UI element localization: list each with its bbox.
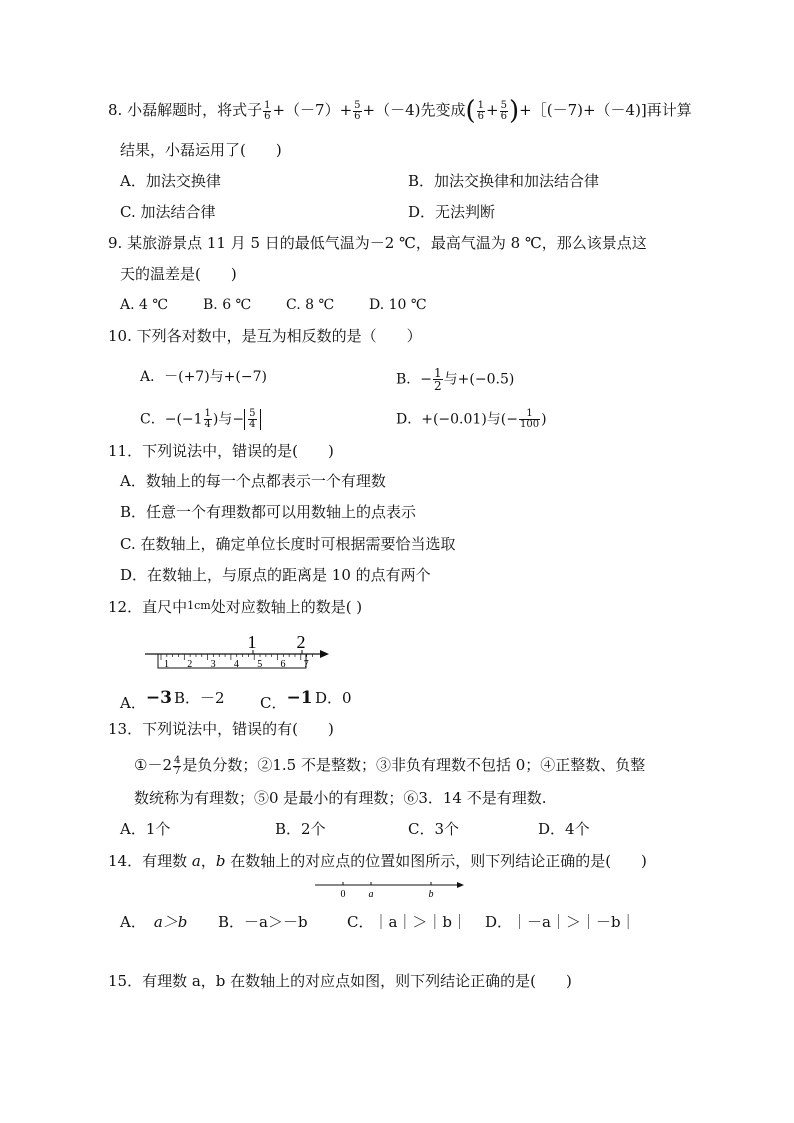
- q11-line1: 11．下列说法中，错误的是( ): [108, 442, 334, 460]
- number-line-arrow: [320, 650, 329, 658]
- q8-option-a[interactable]: A．加法交换律: [120, 172, 221, 190]
- q12-option-b[interactable]: B．－2: [174, 689, 225, 707]
- q12-option-d[interactable]: D．0: [315, 689, 352, 707]
- q11-option-d[interactable]: D．在数轴上，与原点的距离是 10 的点有两个: [120, 566, 431, 584]
- q10-option-a[interactable]: A．－(+7)与+(−7): [140, 369, 267, 385]
- q14-option-d[interactable]: D．｜－a｜＞｜－b｜: [485, 913, 636, 931]
- q14-option-a[interactable]: A． a＞b: [120, 913, 188, 931]
- q10-c-absolute: [244, 409, 260, 430]
- ruler-top-label-1: 1: [247, 632, 257, 652]
- q8-tail: +［(－7)+（－4)]再计算: [519, 101, 692, 119]
- q9-line2: 天的温差是( ): [120, 265, 237, 283]
- q8-open-paren: (: [465, 96, 476, 126]
- ruler-tick-label: 6: [280, 659, 286, 670]
- q8-term-1: +（－7）+: [272, 101, 353, 119]
- q8-option-d[interactable]: D．无法判断: [408, 203, 496, 221]
- q15-line1: 15．有理数 a，b 在数轴上的对应点如图，则下列结论正确的是( ): [108, 972, 572, 990]
- q8-intro: 小磊解题时，将式子: [127, 101, 263, 119]
- q14-number-line-figure: [312, 876, 472, 900]
- q8-fraction-3: $\frac{1}{6}$: [477, 99, 485, 122]
- q9-option-a[interactable]: A. 4 ℃: [120, 297, 169, 313]
- q8-close-paren: ): [509, 96, 520, 126]
- q14-label-a: a: [368, 889, 374, 900]
- q13-option-b[interactable]: B．2个: [275, 820, 326, 838]
- q13-line3: 数统称为有理数；⑤0 是最小的有理数；⑥3．14 不是有理数.: [134, 789, 547, 807]
- q12-ruler-figure: [140, 628, 340, 673]
- ruler-tick-label: 1: [164, 659, 169, 670]
- q13-line2: ①－2 $\frac{4}{7}$ 是负分数；②1.5 不是整数；③非负有理数不包括 0；④正整数、负整: [134, 754, 646, 777]
- q13-line1: 13．下列说法中，错误的有( ): [108, 720, 334, 738]
- q9-option-b[interactable]: B. 6 ℃: [203, 297, 252, 313]
- q9-line1: 9. 某旅游景点 11 月 5 日的最低气温为－2 ℃，最高气温为 8 ℃，那么该景点这: [108, 234, 647, 252]
- q10-line1: 10. 下列各对数中，是互为相反数的是（ ）: [108, 327, 422, 345]
- ruler-tick-label: 7: [303, 659, 309, 670]
- q10-c-fraction: $\frac{1}{4}$: [204, 408, 211, 430]
- q10-c-fraction-2: $\frac{5}{4}$: [249, 408, 256, 430]
- q13-fraction: $\frac{4}{7}$: [174, 754, 181, 777]
- q8-option-b[interactable]: B．加法交换律和加法结合律: [408, 172, 600, 190]
- q14-label-b: b: [428, 889, 434, 900]
- q9-option-d[interactable]: D. 10 ℃: [369, 297, 427, 313]
- q14-option-b[interactable]: B．－a＞－b: [218, 913, 308, 931]
- q9-option-c[interactable]: C. 8 ℃: [286, 297, 335, 313]
- q13-option-c[interactable]: C．3个: [408, 820, 460, 838]
- q8-fraction-4: $\frac{5}{6}$: [500, 99, 507, 122]
- ruler-tick-label: 3: [210, 659, 216, 670]
- q14-axis-arrow: [457, 882, 464, 888]
- q10-d-fraction: $\frac{1}{100}$: [519, 408, 540, 430]
- ruler-tick-label: 4: [233, 659, 239, 670]
- q11-option-a[interactable]: A．数轴上的每一个点都表示一个有理数: [120, 472, 386, 490]
- ruler-top-label-2: 2: [296, 632, 306, 652]
- q12-line1: 12．直尺中$^{1cm}$处对应数轴上的数是( ): [108, 598, 363, 616]
- q12-option-a[interactable]: A．−3: [120, 688, 172, 712]
- q8-line2: 结果，小磊运用了( ): [120, 141, 282, 159]
- q13-option-a[interactable]: A．1个: [120, 820, 171, 838]
- q14-line1: 14．有理数 a，b 在数轴上的对应点的位置如图所示，则下列结论正确的是( ): [108, 852, 647, 870]
- q14-option-c[interactable]: C．｜a｜＞｜b｜: [347, 913, 468, 931]
- q8-fraction-2: $\frac{5}{6}$: [354, 99, 361, 122]
- q8-term-2: +（－4)先变成: [362, 101, 466, 119]
- q13-option-d[interactable]: D．4个: [538, 820, 590, 838]
- q12-option-c[interactable]: C．−1: [260, 688, 313, 712]
- ruler-tick-label: 5: [257, 659, 263, 670]
- q8-number: 8.: [108, 101, 123, 119]
- ruler-tick-label: 2: [187, 659, 193, 670]
- q10-b-fraction: $\frac{1}{2}$: [434, 366, 442, 393]
- q10-option-d[interactable]: D．+(−0.01)与(− $\frac{1}{100}$ ): [396, 408, 547, 430]
- q8-option-c[interactable]: C. 加法结合律: [120, 203, 216, 221]
- q8-line1: [108, 96, 692, 126]
- q11-option-b[interactable]: B．任意一个有理数都可以用数轴上的点表示: [120, 503, 417, 521]
- q10-option-c[interactable]: C．−(−1 $\frac{1}{4}$ )与− $\frac{5}{4}$: [140, 409, 261, 430]
- q11-option-c[interactable]: C. 在数轴上，确定单位长度时可根据需要恰当选取: [120, 535, 456, 553]
- q8-fraction-1: $\frac{1}{6}$: [264, 99, 271, 122]
- q14-label-0: 0: [340, 889, 346, 900]
- q10-option-b[interactable]: B．− $\frac{1}{2}$ 与+(−0.5): [396, 366, 515, 393]
- q12-unit: 1cm: [187, 599, 211, 612]
- q8-plus: +: [486, 101, 499, 119]
